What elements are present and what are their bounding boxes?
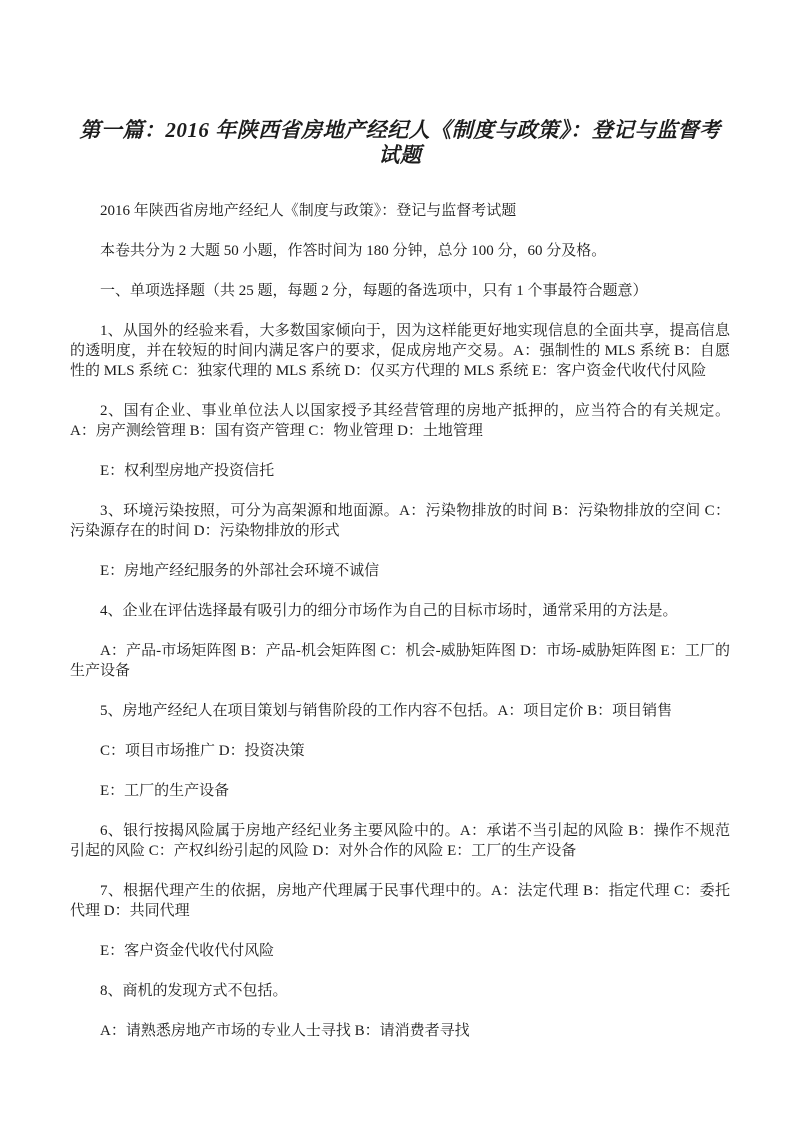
question-8-options-ab: A：请熟悉房地产市场的专业人士寻找 B：请消费者寻找 (100, 1023, 470, 1039)
question-3-option-e: E：房地产经纪服务的外部社会环境不诚信 (100, 563, 380, 579)
question-6: 6、银行按揭风险属于房地产经纪业务主要风险中的。A：承诺不当引起的风险 B：操作不规范引起的风险 C：产权纠纷引起的风险 D：对外合作的风险 E：工厂的生产设备 (70, 823, 730, 859)
question-4: 4、企业在评估选择最有吸引力的细分市场作为自己的目标市场时，通常采用的方法是。 (100, 603, 678, 619)
question-7-option-e: E：客户资金代收代付风险 (100, 943, 275, 959)
question-4-options: A：产品-市场矩阵图 B：产品-机会矩阵图 C：机会-威胁矩阵图 D：市场-威胁矩阵图 E：工厂的生产设备 (70, 643, 730, 679)
exam-info: 本卷共分为 2 大题 50 小题，作答时间为 180 分钟，总分 100 分，60 分及格。 (100, 243, 607, 259)
question-2-option-e: E：权利型房地产投资信托 (100, 463, 275, 479)
document-title: 第一篇：2016 年陕西省房地产经纪人《制度与政策》：登记与监督考试题 (79, 118, 721, 167)
question-3: 3、环境污染按照，可分为高架源和地面源。A：污染物排放的时间 B：污染物排放的空间 C：污染源存在的时间 D：污染物排放的形式 (70, 503, 730, 539)
question-7: 7、根据代理产生的依据，房地产代理属于民事代理中的。A：法定代理 B：指定代理 C：委托代理 D：共同代理 (70, 883, 730, 919)
question-5-options-cd: C：项目市场推广 D：投资决策 (100, 743, 305, 759)
question-8: 8、商机的发现方式不包括。 (100, 983, 288, 999)
question-5-option-e: E：工厂的生产设备 (100, 783, 230, 799)
question-1: 1、从国外的经验来看，大多数国家倾向于，因为这样能更好地实现信息的全面共享，提高信息的透明度，并在较短的时间内满足客户的要求，促成房地产交易。A：强制性的 MLS 系统 B：自愿性的 MLS 系统 C：独家代理的 MLS 系统 D：仅买方代理的 MLS 系统 E：客户资金代收代付风险 (70, 323, 730, 379)
section-1-heading: 一、单项选择题（共 25 题，每题 2 分，每题的备选项中，只有 1 个事最符合题意） (100, 283, 648, 299)
question-2: 2、国有企业、事业单位法人以国家授予其经营管理的房地产抵押的，应当符合的有关规定。A：房产测绘管理 B：国有资产管理 C：物业管理 D：土地管理 (70, 403, 730, 439)
question-5: 5、房地产经纪人在项目策划与销售阶段的工作内容不包括。A：项目定价 B：项目销售 (100, 703, 673, 719)
exam-subtitle: 2016 年陕西省房地产经纪人《制度与政策》：登记与监督考试题 (100, 203, 517, 219)
